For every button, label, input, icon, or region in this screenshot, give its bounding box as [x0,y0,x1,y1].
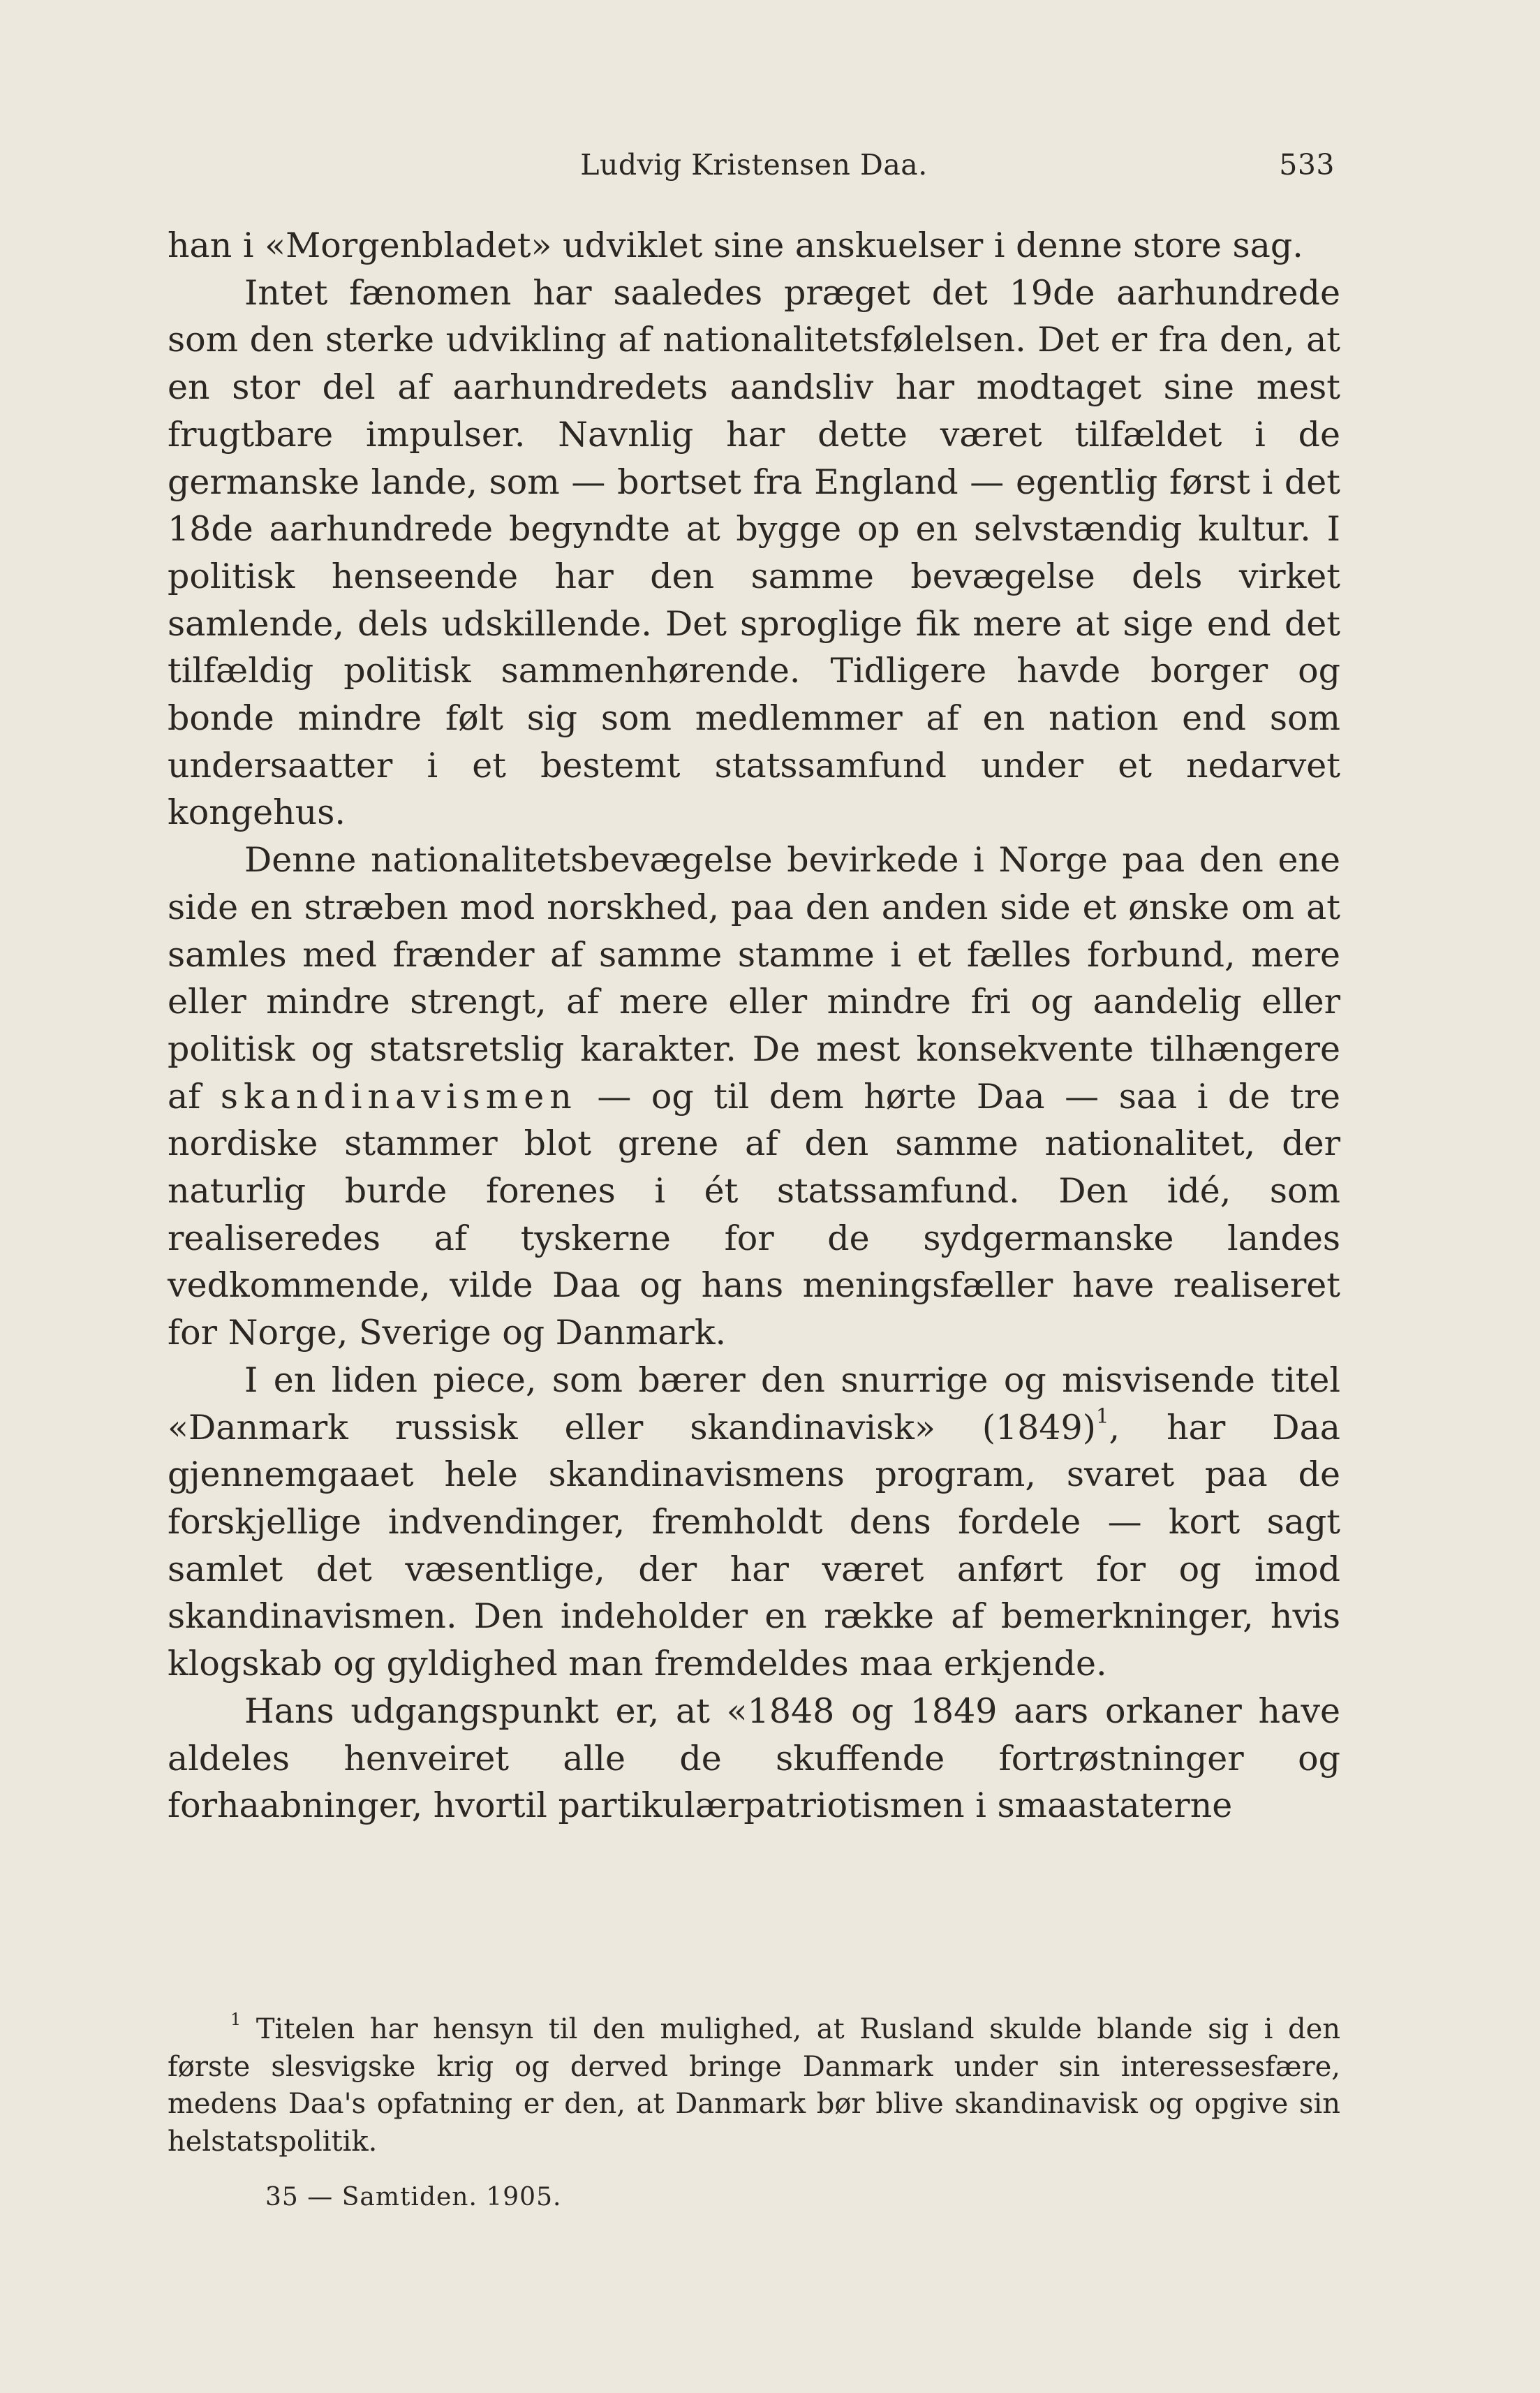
paragraph-3-text-a: Denne nationalitetsbevægelse bevirkede i Norge paa den ene side en stræben mod norskhed, paa den anden side et ønske om at samles med frænder af samme stamme i et fælles forbund, mere eller mindre strengt, af mere eller mindre fri og aandelig eller politisk og statsretslig karakter. De mest konsekvente tilhængere af [168,840,1340,1117]
footnote-reference: 1 [1095,1404,1109,1428]
emphasized-term: skandinavismen [220,1076,577,1117]
page-number: 533 [1279,148,1335,182]
running-title: Ludvig Kristensen Daa. [580,148,928,182]
footnote-marker: 1 [230,2009,242,2029]
paragraph-4-text-b: , har Daa gjennemgaaet hele skandinavismens program, svaret paa de forskjellige indvendinger, fremholdt dens fordele — kort sagt samlet det væsentlige, der har været anført for og imod skandinavismen. Den indeholder en række af bemerkninger, hvis klogskab og gyldighed man fremdeldes maa erkjende. [168,1407,1340,1684]
paragraph-3 [168,837,1340,1357]
footnotes [168,2011,1340,2160]
page-header [168,148,1340,190]
footnote-1 [168,2011,1340,2160]
paragraph-4 [168,1357,1340,1688]
paragraph-3-text-b: — og til dem hørte Daa — saa i de tre nordiske stammer blot grene af den samme nationalitet, der naturlig burde forenes i ét statssamfund. Den idé, som realiseredes af tyskerne for de sydgermanske landes vedkommende, vilde Daa og hans meningsfæller have realiseret for Norge, Sverige og Danmark. [168,1076,1340,1353]
body-text [168,222,1340,1829]
paragraph-4-text-a: I en liden piece, som bærer den snurrige og misvisende titel «Danmark russisk eller skandinavisk» (1849) [168,1360,1340,1448]
footnote-text: Titelen har hensyn til den mulighed, at Rusland skulde blande sig i den første slesvigske krig og derved bringe Danmark under sin interessesfære, medens Daa's opfatning er den, at Danmark bør blive skandinavisk og opgive sin helstatspolitik. [168,2013,1341,2158]
paragraph-1: han i «Morgenbladet» udviklet sine anskuelser i denne store sag. [168,226,1303,265]
paragraph-2: Intet fænomen har saaledes præget det 19de aarhundrede som den sterke udvikling af nationalitetsfølelsen. Det er fra den, at en stor del af aarhundredets aandsliv har modtaget sine mest frugtbare impulser. Navnlig har dette været tilfældet i de germanske lande, som — bortset fra England — egentlig først i det 18de aarhundrede begyndte at bygge op en selvstændig kultur. I politisk henseende har den samme bevægelse dels virket samlende, dels udskillende. Det sproglige fik mere at sige end det tilfældig politisk sammenhørende. Tidligere havde borger og bonde mindre følt sig som medlemmer af en nation end som undersaatter i et bestemt statssamfund under et nedarvet kongehus. [168,272,1340,833]
paragraph-5: Hans udgangspunkt er, at «1848 og 1849 aars orkaner have aldeles henveiret alle de skuffende fortrøstninger og forhaabninger, hvortil partikulærpatriotismen i smaastaterne [168,1691,1340,1826]
signature-mark: 35 — Samtiden. 1905. [265,2183,562,2211]
